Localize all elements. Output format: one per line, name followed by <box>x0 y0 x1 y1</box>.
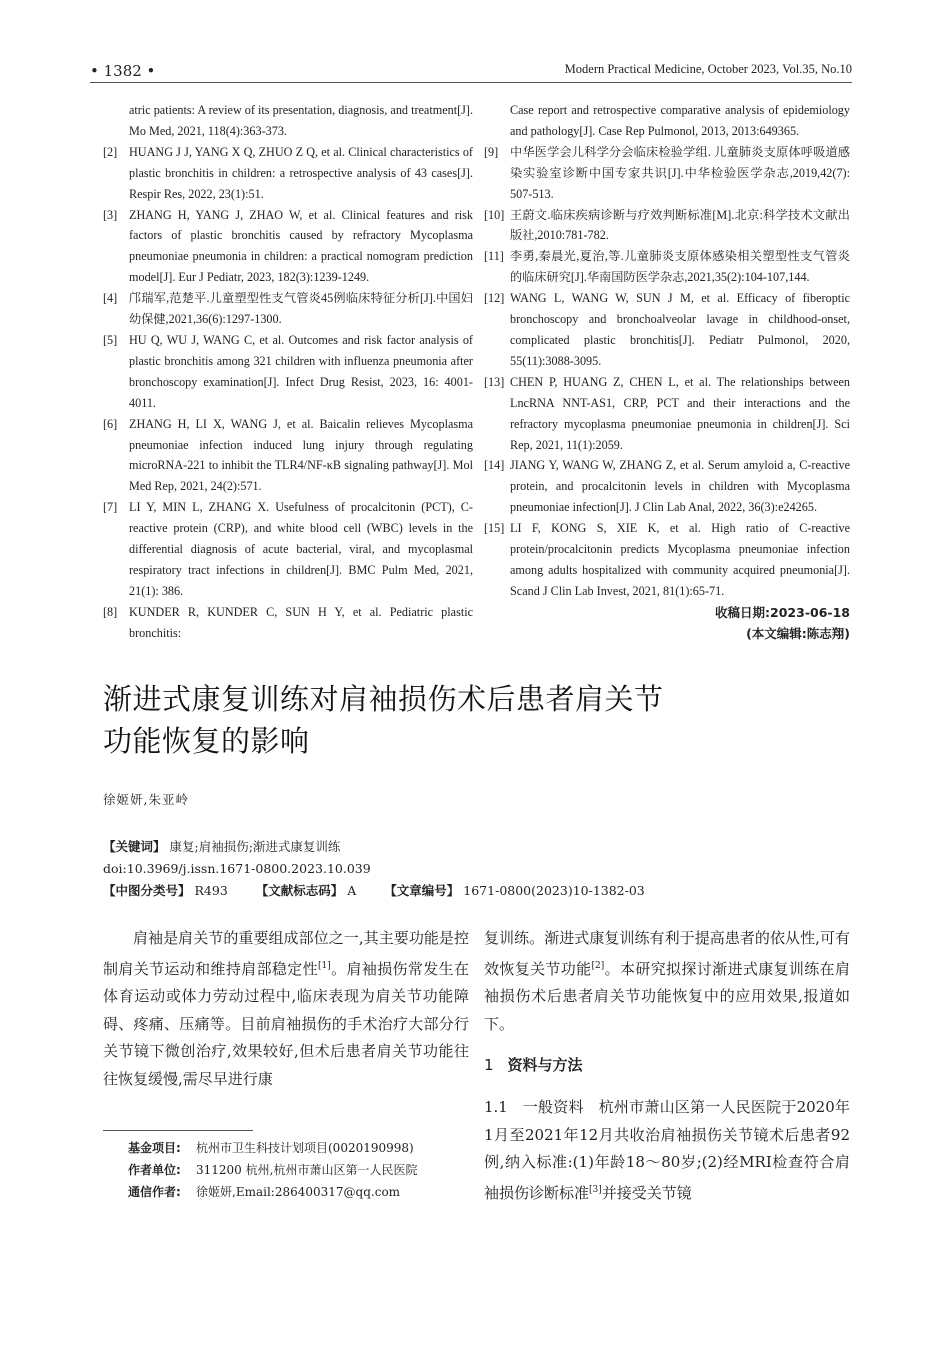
article-metadata <box>103 836 863 902</box>
reference-item: [13] CHEN P, HUANG Z, CHEN L, et al. The relationships between LncRNA NNT-AS1, CRP, PCT and their interactions and the refractory mycoplasma pneumoniae pneumonia in children[J]. Sci Rep, 2021, 11(1):2059. <box>484 374 850 452</box>
reference-item: [4] 邝瑞军,范楚平.儿童塑型性支气管炎45例临床特征分析[J].中国妇幼保健,2021,36(6):1297-1300. <box>103 291 473 327</box>
header-rule <box>90 82 852 83</box>
editor-note: (本文编辑:陈志翔) <box>746 625 850 641</box>
subsection-heading: 一般资料 <box>522 1097 584 1116</box>
classification-line <box>103 880 863 902</box>
corresponding-value: 徐姬妍,Email:286400317@qq.com <box>196 1185 401 1199</box>
citation: [3] <box>589 1184 602 1195</box>
authors: 徐姬妍,朱亚岭 <box>103 792 189 807</box>
article-number-label: 【文章编号】 <box>384 883 460 898</box>
citation: [2] <box>591 960 605 971</box>
title-line-2: 功能恢复的影响 <box>103 724 310 758</box>
intro-paragraph-continued: 复训练。渐进式康复训练有利于提高患者的依从性,可有效恢复关节功能[2]。本研究拟探讨渐进式康复训练在肩袖损伤术后患者肩关节功能恢复中的应用效果,报道如下。 <box>484 929 850 1033</box>
unit-value: 311200 杭州,杭州市萧山区第一人民医院 <box>196 1163 418 1177</box>
general-data-paragraph: 1.1 一般资料 杭州市萧山区第一人民医院于2020年1月至2021年12月共收治肩袖损伤关节镜术后患者92例,纳入标准:(1)年龄18～80岁;(2)经MRI检查符合肩袖损伤诊断标准[3]并接受关节镜 <box>484 1097 850 1202</box>
article-number-value: 1671-0800(2023)10-1382-03 <box>463 883 645 898</box>
received-date: 收稿日期:2023-06-18 <box>715 604 850 620</box>
keywords: 康复;肩袖损伤;渐进式康复训练 <box>169 839 341 854</box>
body-right-column <box>484 925 850 1207</box>
reference-item: [7] LI Y, MIN L, ZHANG X. Usefulness of procalcitonin (PCT), C-reactive protein (CRP), and white blood cell (WBC) levels in the differential diagnosis of acute bacterial, viral, and mycoplasmal respiratory tract infections in children[J]. BMC Pulm Med, 2021, 21(1): 386. <box>103 500 473 598</box>
footnote-rule <box>103 1130 253 1131</box>
references-right-column <box>484 100 850 645</box>
keywords-label: 【关键词】 <box>103 839 166 854</box>
reference-item: [11] 李勇,秦晨光,夏治,等.儿童肺炎支原体感染相关塑型性支气管炎的临床研究[J].华南国防医学杂志,2021,35(2):104-107,144. <box>484 249 850 285</box>
reference-item: Case report and retrospective comparative analysis of epidemiology and pathology[J]. Case Rep Pulmonol, 2013, 2013:649365. <box>510 103 850 138</box>
fund-label: 基金项目: <box>128 1141 181 1155</box>
reference-item: [10] 王蔚文.临床疾病诊断与疗效判断标准[M].北京:科学技术文献出版社,2010:781-782. <box>484 207 850 243</box>
article-title <box>103 678 803 762</box>
fund-value: 杭州市卫生科技计划项目(0020190998) <box>196 1141 414 1155</box>
keywords-line <box>103 836 863 858</box>
references-left-column <box>103 100 473 644</box>
unit-label: 作者单位: <box>128 1163 181 1177</box>
reference-item: atric patients: A review of its presentation, diagnosis, and treatment[J]. Mo Med, 2021, 118(4):363-373. <box>129 103 473 138</box>
reference-item: [5] HU Q, WU J, WANG C, et al. Outcomes and risk factor analysis of plastic bronchitis among 321 children with influenza pneumonia after bronchoscopy examination[J]. Infect Drug Resist, 2023, 16: 4001-4011. <box>103 332 473 410</box>
reference-item: [3] ZHANG H, YANG J, ZHAO W, et al. Clinical features and risk factors of plastic bronchitis caused by refractory Mycoplasma pneumoniae pneumonia in children: a practical nomogram prediction model[J]. Eur J Pediatr, 2023, 182(3):1239-1249. <box>103 207 473 285</box>
page-header <box>90 62 852 82</box>
page-number: • 1382 • <box>90 62 156 80</box>
journal-citation: Modern Practical Medicine, October 2023, Vol.35, No.10 <box>564 62 852 76</box>
reference-item: [9] 中华医学会儿科学分会临床检验学组. 儿童肺炎支原体呼吸道感染实验室诊断中国专家共识[J].中华检验医学杂志,2019,42(7): 507-513. <box>484 144 850 201</box>
clc-label: 【中图分类号】 <box>103 883 191 898</box>
reference-item: [14] JIANG Y, WANG W, ZHANG Z, et al. Serum amyloid a, C-reactive protein, and procalcitonin levels in children with Mycoplasma pneumoniae infection[J]. J Clin Lab Anal, 2022, 36(3):e24265. <box>484 458 850 515</box>
doi: doi:10.3969/j.issn.1671-0800.2023.10.039 <box>103 861 371 876</box>
doc-code-value: A <box>347 883 357 898</box>
section-heading: 1 资料与方法 <box>484 1056 583 1075</box>
clc-value: R493 <box>194 883 228 898</box>
reference-item: [6] ZHANG H, LI X, WANG J, et al. Baicalin relieves Mycoplasma pneumoniae infection induced lung injury through regulating microRNA-221 to inhibit the TLR4/NF-κB signaling pathway[J]. Mol Med Rep, 2021, 24(2):571. <box>103 416 473 494</box>
title-line-1: 渐进式康复训练对肩袖损伤术后患者肩关节 <box>103 682 664 716</box>
reference-item: [12] WANG L, WANG W, SUN J M, et al. Efficacy of fiberoptic bronchoscopy and bronchoalveolar lavage in childhood-onset, complicated plastic bronchitis[J]. Pediatr Pulmonol, 2020, 55(11):3088-3095. <box>484 291 850 368</box>
reference-item: [15] LI F, KONG S, XIE K, et al. High ratio of C-reactive protein/procalcitonin predicts Mycoplasma pneumoniae infection among adults hospitalized with community acquired pneumonia[J]. Scand J Clin Lab Invest, 2021, 81(1):65-71. <box>484 521 850 598</box>
corresponding-label: 通信作者: <box>128 1185 181 1199</box>
citation: [1] <box>318 960 331 971</box>
reference-item: [2] HUANG J J, YANG X Q, ZHUO Z Q, et al. Clinical characteristics of plastic bronchitis in children: a retrospective analysis of 43 cases[J]. Respir Res, 2022, 23(1):51. <box>103 144 473 201</box>
doc-code-label: 【文献标志码】 <box>255 883 344 898</box>
body-left-column <box>103 925 469 1094</box>
footnote <box>128 1137 417 1203</box>
reference-item: [8] KUNDER R, KUNDER C, SUN H Y, et al. Pediatric plastic bronchitis: <box>103 604 473 640</box>
intro-paragraph: 肩袖是肩关节的重要组成部位之一,其主要功能是控制肩关节运动和维持肩部稳定性[1]。肩袖损伤常发生在体育运动或体力劳动过程中,临床表现为肩关节功能障碍、疼痛、压痛等。目前肩袖损伤的手术治疗大部分行关节镜下微创治疗,效果较好,但术后患者肩关节功能往往恢复缓慢,需尽早进行康 <box>103 929 469 1088</box>
